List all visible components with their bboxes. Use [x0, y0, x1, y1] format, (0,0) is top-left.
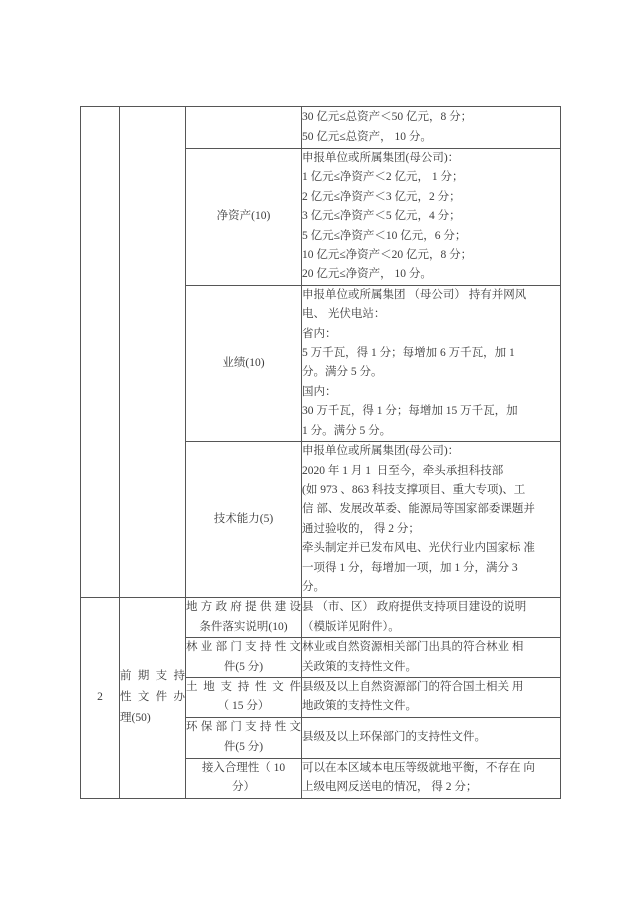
- text-line: （模版详见附件）。: [302, 620, 400, 633]
- description-cell: [302, 638, 561, 678]
- scoring-table: [80, 106, 561, 799]
- row-number-cell: [81, 107, 120, 598]
- text-line: 5 亿元≤净资产＜10 亿元，6 分；: [302, 229, 467, 242]
- description-cell: [302, 149, 561, 286]
- text-line: 一项得 1 分，每增加一项，加 1 分，满分 3: [302, 561, 518, 574]
- text-line: 1 亿元≤净资产＜2 亿元， 1 分；: [302, 171, 464, 184]
- text-line: 分。: [302, 580, 325, 593]
- text-line: 性文件办: [120, 691, 185, 704]
- text-line: 50 亿元≤总资产， 10 分。: [302, 130, 432, 143]
- criterion-cell: [186, 442, 302, 598]
- text-line: 1 分。满分 5 分。: [302, 424, 392, 437]
- criterion-cell: [186, 717, 302, 758]
- text-line: 理(50): [120, 712, 151, 725]
- criterion-cell: [186, 677, 302, 717]
- text-line: 30 亿元≤总资产＜50 亿元，8 分；: [302, 111, 473, 124]
- text-line: 县级及以上自然资源部门的符合国土相关 用: [302, 680, 524, 693]
- criterion-cell: [186, 149, 302, 286]
- text-line: 关政策的支持性文件。: [302, 660, 417, 673]
- criterion-cell: [186, 107, 302, 149]
- text-line: 牵头制定并已发布风电、光伏行业内国家标 准: [302, 542, 535, 555]
- text-line: 2020 年 1 月 1 日至今，牵头承担科技部: [302, 464, 504, 477]
- text-line: 申报单位或所属集团(母公司)：: [302, 152, 460, 164]
- text-line: 30 万千瓦，得 1 分；每增加 15 万千瓦，加: [302, 405, 518, 418]
- criterion-cell: [186, 598, 302, 638]
- text-line: 5 万千瓦，得 1 分；每增加 6 万千瓦，加 1: [302, 347, 515, 360]
- row-number-cell: 2: [81, 598, 120, 798]
- description-cell: [302, 107, 561, 149]
- text-line: 土地支持性文件: [186, 680, 301, 693]
- text-line: 分）: [232, 781, 255, 794]
- text-line: 可以在本区域本电压等级就地平衡，不存在 向: [302, 761, 535, 774]
- text-line: 业绩(10): [222, 356, 265, 369]
- description-cell: [302, 717, 561, 758]
- criterion-cell: [186, 758, 302, 798]
- text-line: 电、 光伏电站：: [302, 308, 386, 321]
- text-line: 林业部门支持性文: [186, 641, 301, 654]
- text-line: 前期支持: [120, 670, 185, 683]
- text-line: 申报单位或所属集团(母公司)：: [302, 445, 460, 458]
- text-line: 国内：: [302, 385, 337, 398]
- category-cell: [120, 107, 186, 598]
- text-line: 分。满分 5 分。: [302, 366, 383, 379]
- description-cell: [302, 598, 561, 638]
- text-line: 件(5 分): [223, 660, 264, 673]
- text-line: 环保部门支持性文: [186, 721, 301, 734]
- text-line: 条件落实说明(10): [199, 620, 288, 633]
- description-cell: [302, 285, 561, 441]
- text-line: 20 亿元≤净资产， 10 分。: [302, 268, 432, 281]
- text-line: 信 部、发展改革委、能源局等国家部委课题并: [302, 503, 535, 516]
- category-cell: [120, 598, 186, 798]
- text-line: 10 亿元≤净资产＜20 亿元，8 分；: [302, 249, 473, 262]
- criterion-cell: [186, 285, 302, 441]
- text-line: 2 亿元≤净资产＜3 亿元，2 分；: [302, 190, 461, 203]
- text-line: 件(5 分): [223, 740, 264, 753]
- text-line: 3 亿元≤净资产＜5 亿元，4 分；: [302, 210, 461, 223]
- table-row: [81, 598, 561, 638]
- text-line: 上级电网反送电的情况， 得 2 分；: [302, 781, 478, 794]
- text-line: 接入合理性（ 10: [201, 761, 286, 774]
- text-line: (如 973 、863 科技支撑项目、重大专项)、工: [302, 483, 526, 496]
- description-cell: [302, 677, 561, 717]
- text-line: 县 （市、区） 政府提供支持项目建设的说明: [302, 601, 527, 614]
- text-line: 林业或自然资源相关部门出具的符合林业 相: [302, 641, 524, 654]
- text-line: 地方政府提供建设: [186, 601, 301, 614]
- text-line: 技术能力(5): [213, 513, 274, 526]
- description-cell: [302, 442, 561, 598]
- text-line: 省内：: [302, 327, 337, 340]
- text-line: （ 15 分）: [217, 700, 270, 713]
- text-line: 地政策的支持性文件。: [302, 700, 417, 713]
- text-line: 申报单位或所属集团 （母公司） 持有并网风: [302, 288, 527, 301]
- description-cell: [302, 758, 561, 798]
- text-line: 净资产(10): [216, 210, 271, 223]
- text-line: 通过验收的， 得 2 分；: [302, 522, 420, 535]
- criterion-cell: [186, 638, 302, 678]
- text-line: 县级及以上环保部门的支持性文件。: [302, 731, 486, 744]
- table-row: [81, 107, 561, 149]
